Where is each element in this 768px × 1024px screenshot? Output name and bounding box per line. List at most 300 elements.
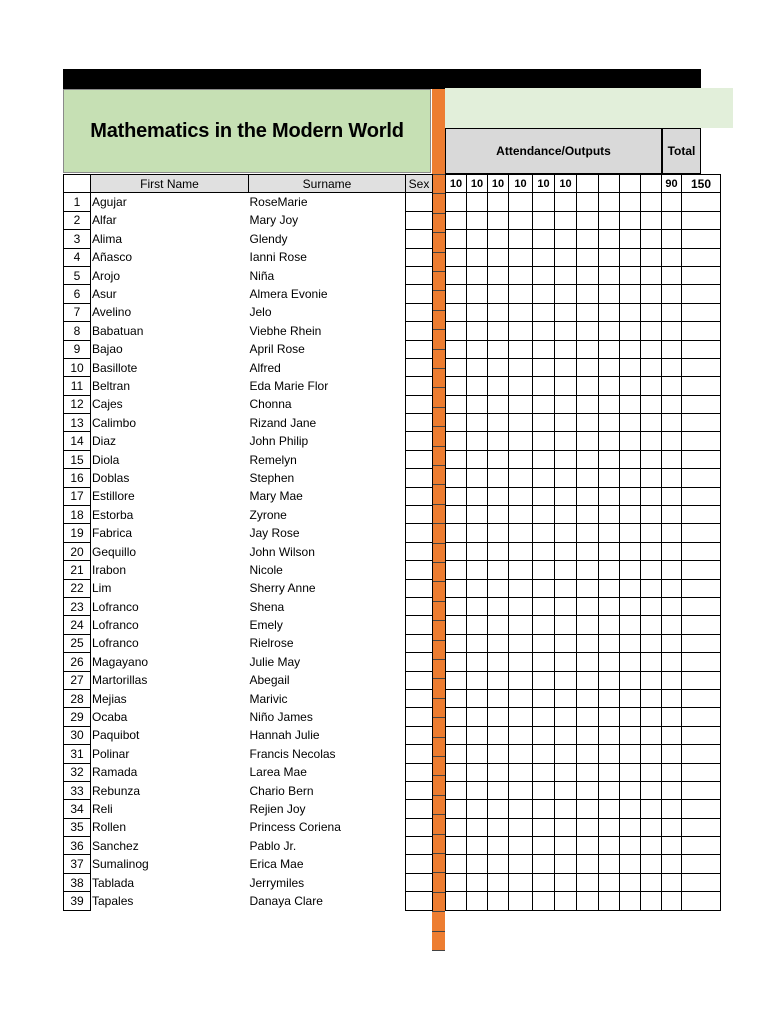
score-cell[interactable] xyxy=(662,542,682,560)
first-name-cell[interactable]: Martorillas xyxy=(91,671,249,689)
score-cell[interactable] xyxy=(620,395,641,413)
score-cell[interactable] xyxy=(641,524,662,542)
sex-cell[interactable] xyxy=(406,726,433,744)
score-cell[interactable] xyxy=(662,579,682,597)
score-cell[interactable] xyxy=(577,506,599,524)
score-cell[interactable] xyxy=(446,248,467,266)
score-cell[interactable] xyxy=(533,763,555,781)
score-cell[interactable] xyxy=(641,653,662,671)
row-number[interactable]: 31 xyxy=(64,745,91,763)
score-cell[interactable] xyxy=(446,193,467,211)
surname-cell[interactable]: Pablo Jr. xyxy=(249,837,406,855)
total-cell[interactable] xyxy=(682,689,721,707)
score-cell[interactable] xyxy=(509,506,533,524)
first-name-cell[interactable]: Reli xyxy=(91,800,249,818)
score-cell[interactable] xyxy=(467,671,488,689)
score-cell[interactable] xyxy=(555,689,577,707)
score-cell[interactable] xyxy=(641,469,662,487)
total-cell[interactable] xyxy=(682,597,721,615)
score-cell[interactable] xyxy=(662,377,682,395)
surname-cell[interactable]: Viebhe Rhein xyxy=(249,322,406,340)
score-header-cell[interactable] xyxy=(599,175,620,193)
score-cell[interactable] xyxy=(641,855,662,873)
score-cell[interactable] xyxy=(509,634,533,652)
score-cell[interactable] xyxy=(620,561,641,579)
first-name-cell[interactable]: Lofranco xyxy=(91,634,249,652)
score-cell[interactable] xyxy=(446,763,467,781)
score-cell[interactable] xyxy=(488,414,509,432)
score-cell[interactable] xyxy=(467,745,488,763)
score-cell[interactable] xyxy=(555,653,577,671)
score-cell[interactable] xyxy=(599,763,620,781)
row-number[interactable]: 8 xyxy=(64,322,91,340)
row-number[interactable]: 16 xyxy=(64,469,91,487)
score-cell[interactable] xyxy=(446,616,467,634)
score-cell[interactable] xyxy=(599,469,620,487)
total-cell[interactable] xyxy=(682,745,721,763)
surname-cell[interactable]: Jerrymiles xyxy=(249,873,406,891)
score-cell[interactable] xyxy=(599,745,620,763)
score-cell[interactable] xyxy=(662,230,682,248)
score-cell[interactable] xyxy=(467,487,488,505)
score-cell[interactable] xyxy=(467,837,488,855)
score-cell[interactable] xyxy=(620,873,641,891)
score-cell[interactable] xyxy=(641,800,662,818)
score-cell[interactable] xyxy=(467,322,488,340)
score-cell[interactable] xyxy=(662,892,682,910)
total-cell[interactable] xyxy=(682,855,721,873)
score-cell[interactable] xyxy=(599,211,620,229)
score-cell[interactable] xyxy=(533,726,555,744)
score-cell[interactable] xyxy=(509,487,533,505)
total-cell[interactable] xyxy=(682,616,721,634)
score-cell[interactable] xyxy=(488,726,509,744)
score-cell[interactable] xyxy=(509,800,533,818)
score-cell[interactable] xyxy=(555,818,577,836)
row-number[interactable]: 15 xyxy=(64,450,91,468)
score-cell[interactable] xyxy=(641,450,662,468)
row-number[interactable]: 9 xyxy=(64,340,91,358)
score-cell[interactable] xyxy=(467,211,488,229)
total-cell[interactable] xyxy=(682,561,721,579)
score-cell[interactable] xyxy=(488,781,509,799)
surname-cell[interactable]: RoseMarie xyxy=(249,193,406,211)
score-cell[interactable] xyxy=(555,524,577,542)
score-cell[interactable] xyxy=(467,542,488,560)
sex-cell[interactable] xyxy=(406,689,433,707)
score-cell[interactable] xyxy=(577,800,599,818)
score-cell[interactable] xyxy=(533,506,555,524)
score-cell[interactable] xyxy=(641,395,662,413)
surname-cell[interactable]: Nicole xyxy=(249,561,406,579)
first-name-cell[interactable]: Doblas xyxy=(91,469,249,487)
score-cell[interactable] xyxy=(533,414,555,432)
score-cell[interactable] xyxy=(641,818,662,836)
score-cell[interactable] xyxy=(620,689,641,707)
total-cell[interactable] xyxy=(682,542,721,560)
score-cell[interactable] xyxy=(467,726,488,744)
score-cell[interactable] xyxy=(599,873,620,891)
sex-cell[interactable] xyxy=(406,487,433,505)
score-cell[interactable] xyxy=(533,616,555,634)
score-cell[interactable] xyxy=(599,358,620,376)
score-cell[interactable] xyxy=(577,303,599,321)
score-cell[interactable] xyxy=(467,432,488,450)
score-cell[interactable] xyxy=(446,634,467,652)
score-cell[interactable] xyxy=(577,763,599,781)
score-cell[interactable] xyxy=(641,303,662,321)
sex-cell[interactable] xyxy=(406,873,433,891)
total-cell[interactable] xyxy=(682,892,721,910)
sex-cell[interactable] xyxy=(406,579,433,597)
score-cell[interactable] xyxy=(577,873,599,891)
score-cell[interactable] xyxy=(599,487,620,505)
score-cell[interactable] xyxy=(509,763,533,781)
score-cell[interactable] xyxy=(467,634,488,652)
score-cell[interactable] xyxy=(641,211,662,229)
score-cell[interactable] xyxy=(662,285,682,303)
score-cell[interactable] xyxy=(509,745,533,763)
score-cell[interactable] xyxy=(577,322,599,340)
score-cell[interactable] xyxy=(599,800,620,818)
surname-cell[interactable]: Rizand Jane xyxy=(249,414,406,432)
first-name-cell[interactable]: Gequillo xyxy=(91,542,249,560)
score-cell[interactable] xyxy=(488,266,509,284)
score-cell[interactable] xyxy=(509,561,533,579)
total-cell[interactable] xyxy=(682,708,721,726)
row-number[interactable]: 33 xyxy=(64,781,91,799)
surname-cell[interactable]: Mary Mae xyxy=(249,487,406,505)
score-cell[interactable] xyxy=(662,763,682,781)
sex-cell[interactable] xyxy=(406,800,433,818)
score-cell[interactable] xyxy=(641,892,662,910)
score-cell[interactable] xyxy=(577,579,599,597)
row-number[interactable]: 36 xyxy=(64,837,91,855)
first-name-cell[interactable]: Calimbo xyxy=(91,414,249,432)
score-header-cell[interactable] xyxy=(641,175,662,193)
surname-cell[interactable]: Mary Joy xyxy=(249,211,406,229)
score-cell[interactable] xyxy=(577,266,599,284)
score-cell[interactable] xyxy=(620,303,641,321)
score-cell[interactable] xyxy=(620,248,641,266)
score-cell[interactable] xyxy=(446,358,467,376)
score-cell[interactable] xyxy=(641,322,662,340)
score-cell[interactable] xyxy=(599,266,620,284)
row-number[interactable]: 37 xyxy=(64,855,91,873)
score-cell[interactable] xyxy=(509,230,533,248)
score-cell[interactable] xyxy=(533,303,555,321)
score-cell[interactable] xyxy=(467,800,488,818)
surname-cell[interactable]: John Philip xyxy=(249,432,406,450)
total-cell[interactable] xyxy=(682,469,721,487)
score-cell[interactable] xyxy=(577,781,599,799)
score-cell[interactable] xyxy=(488,487,509,505)
score-cell[interactable] xyxy=(577,726,599,744)
score-cell[interactable] xyxy=(555,745,577,763)
score-cell[interactable] xyxy=(446,561,467,579)
score-cell[interactable] xyxy=(488,230,509,248)
score-cell[interactable] xyxy=(509,837,533,855)
score-header-cell[interactable]: 10 xyxy=(509,175,533,193)
score-cell[interactable] xyxy=(555,322,577,340)
surname-cell[interactable]: Chonna xyxy=(249,395,406,413)
surname-cell[interactable]: Julie May xyxy=(249,653,406,671)
score-cell[interactable] xyxy=(641,745,662,763)
score-cell[interactable] xyxy=(467,689,488,707)
score-cell[interactable] xyxy=(509,524,533,542)
score-cell[interactable] xyxy=(577,671,599,689)
score-cell[interactable] xyxy=(599,708,620,726)
score-cell[interactable] xyxy=(488,561,509,579)
row-number[interactable]: 39 xyxy=(64,892,91,910)
row-number[interactable]: 25 xyxy=(64,634,91,652)
score-header-cell[interactable]: 10 xyxy=(446,175,467,193)
score-cell[interactable] xyxy=(533,487,555,505)
row-number[interactable]: 3 xyxy=(64,230,91,248)
score-cell[interactable] xyxy=(577,561,599,579)
score-cell[interactable] xyxy=(467,340,488,358)
score-cell[interactable] xyxy=(662,873,682,891)
score-cell[interactable] xyxy=(533,285,555,303)
score-header-cell[interactable]: 10 xyxy=(555,175,577,193)
score-cell[interactable] xyxy=(488,469,509,487)
score-cell[interactable] xyxy=(641,873,662,891)
first-name-cell[interactable]: Bajao xyxy=(91,340,249,358)
score-cell[interactable] xyxy=(488,800,509,818)
score-cell[interactable] xyxy=(446,892,467,910)
score-cell[interactable] xyxy=(620,524,641,542)
row-number[interactable]: 12 xyxy=(64,395,91,413)
first-name-cell[interactable]: Agujar xyxy=(91,193,249,211)
score-cell[interactable] xyxy=(533,340,555,358)
sex-cell[interactable] xyxy=(406,616,433,634)
score-cell[interactable] xyxy=(446,506,467,524)
row-number[interactable]: 22 xyxy=(64,579,91,597)
row-number[interactable]: 27 xyxy=(64,671,91,689)
surname-cell[interactable]: Stephen xyxy=(249,469,406,487)
score-cell[interactable] xyxy=(533,800,555,818)
score-cell[interactable] xyxy=(662,726,682,744)
score-cell[interactable] xyxy=(467,395,488,413)
score-cell[interactable] xyxy=(662,671,682,689)
total-cell[interactable] xyxy=(682,211,721,229)
surname-cell[interactable]: Abegail xyxy=(249,671,406,689)
score-cell[interactable] xyxy=(599,837,620,855)
score-cell[interactable] xyxy=(577,892,599,910)
score-cell[interactable] xyxy=(620,322,641,340)
score-cell[interactable] xyxy=(555,708,577,726)
sex-cell[interactable] xyxy=(406,855,433,873)
total-cell[interactable] xyxy=(682,450,721,468)
surname-cell[interactable]: Hannah Julie xyxy=(249,726,406,744)
score-cell[interactable] xyxy=(599,634,620,652)
score-cell[interactable] xyxy=(488,671,509,689)
score-cell[interactable] xyxy=(509,469,533,487)
score-cell[interactable] xyxy=(620,855,641,873)
score-cell[interactable] xyxy=(620,377,641,395)
score-cell[interactable] xyxy=(662,800,682,818)
score-cell[interactable] xyxy=(599,285,620,303)
score-cell[interactable] xyxy=(488,506,509,524)
blank-green-header-cell[interactable] xyxy=(445,88,733,128)
score-cell[interactable] xyxy=(641,230,662,248)
score-cell[interactable] xyxy=(599,377,620,395)
sex-cell[interactable] xyxy=(406,469,433,487)
row-number[interactable]: 29 xyxy=(64,708,91,726)
surname-cell[interactable]: Almera Evonie xyxy=(249,285,406,303)
score-cell[interactable] xyxy=(620,837,641,855)
score-cell[interactable] xyxy=(509,211,533,229)
total-cell[interactable] xyxy=(682,579,721,597)
score-cell[interactable] xyxy=(488,837,509,855)
row-number[interactable]: 17 xyxy=(64,487,91,505)
score-cell[interactable] xyxy=(533,211,555,229)
score-cell[interactable] xyxy=(662,616,682,634)
score-cell[interactable] xyxy=(662,487,682,505)
first-name-cell[interactable]: Cajes xyxy=(91,395,249,413)
score-cell[interactable] xyxy=(467,708,488,726)
score-cell[interactable] xyxy=(599,340,620,358)
score-cell[interactable] xyxy=(467,469,488,487)
score-cell[interactable] xyxy=(467,781,488,799)
score-cell[interactable] xyxy=(446,781,467,799)
total-cell[interactable] xyxy=(682,671,721,689)
score-cell[interactable] xyxy=(641,671,662,689)
score-cell[interactable] xyxy=(641,193,662,211)
sex-cell[interactable] xyxy=(406,671,433,689)
score-cell[interactable] xyxy=(620,800,641,818)
score-cell[interactable] xyxy=(641,487,662,505)
score-cell[interactable] xyxy=(446,689,467,707)
score-cell[interactable] xyxy=(599,506,620,524)
score-cell[interactable] xyxy=(533,745,555,763)
first-name-cell[interactable]: Fabrica xyxy=(91,524,249,542)
score-cell[interactable] xyxy=(446,450,467,468)
score-cell[interactable] xyxy=(555,266,577,284)
surname-cell[interactable]: Erica Mae xyxy=(249,855,406,873)
surname-cell[interactable]: Zyrone xyxy=(249,506,406,524)
score-cell[interactable] xyxy=(620,358,641,376)
score-header-cell[interactable]: 10 xyxy=(467,175,488,193)
first-name-cell[interactable]: Paquibot xyxy=(91,726,249,744)
row-number[interactable]: 23 xyxy=(64,597,91,615)
score-cell[interactable] xyxy=(467,653,488,671)
first-name-cell[interactable]: Rollen xyxy=(91,818,249,836)
score-cell[interactable] xyxy=(662,837,682,855)
sex-cell[interactable] xyxy=(406,377,433,395)
score-cell[interactable] xyxy=(555,506,577,524)
score-cell[interactable] xyxy=(509,653,533,671)
score-cell[interactable] xyxy=(509,193,533,211)
first-name-cell[interactable]: Ocaba xyxy=(91,708,249,726)
total-cell[interactable] xyxy=(682,634,721,652)
score-cell[interactable] xyxy=(488,542,509,560)
surname-cell[interactable]: Danaya Clare xyxy=(249,892,406,910)
score-cell[interactable] xyxy=(662,266,682,284)
score-cell[interactable] xyxy=(488,634,509,652)
score-cell[interactable] xyxy=(509,689,533,707)
score-cell[interactable] xyxy=(533,818,555,836)
sex-cell[interactable] xyxy=(406,597,433,615)
score-cell[interactable] xyxy=(599,561,620,579)
row-number[interactable]: 28 xyxy=(64,689,91,707)
first-name-cell[interactable]: Estillore xyxy=(91,487,249,505)
score-cell[interactable] xyxy=(446,395,467,413)
score-cell[interactable] xyxy=(555,211,577,229)
score-cell[interactable] xyxy=(509,322,533,340)
score-cell[interactable] xyxy=(446,414,467,432)
score-cell[interactable] xyxy=(662,340,682,358)
score-cell[interactable] xyxy=(509,597,533,615)
score-cell[interactable] xyxy=(509,340,533,358)
row-number[interactable]: 11 xyxy=(64,377,91,395)
score-cell[interactable] xyxy=(599,781,620,799)
sex-cell[interactable] xyxy=(406,763,433,781)
score-cell[interactable] xyxy=(641,414,662,432)
score-cell[interactable] xyxy=(488,285,509,303)
score-cell[interactable] xyxy=(533,248,555,266)
score-cell[interactable] xyxy=(662,634,682,652)
score-cell[interactable] xyxy=(533,873,555,891)
score-cell[interactable] xyxy=(641,542,662,560)
score-cell[interactable] xyxy=(577,450,599,468)
score-cell[interactable] xyxy=(488,303,509,321)
score-cell[interactable] xyxy=(533,266,555,284)
score-cell[interactable] xyxy=(533,432,555,450)
score-cell[interactable] xyxy=(488,248,509,266)
score-cell[interactable] xyxy=(509,395,533,413)
first-name-cell[interactable]: Irabon xyxy=(91,561,249,579)
score-cell[interactable] xyxy=(533,579,555,597)
score-cell[interactable] xyxy=(641,781,662,799)
surname-cell[interactable]: Emely xyxy=(249,616,406,634)
score-cell[interactable] xyxy=(599,432,620,450)
score-cell[interactable] xyxy=(467,855,488,873)
score-cell[interactable] xyxy=(577,708,599,726)
first-name-cell[interactable]: Arojo xyxy=(91,266,249,284)
score-cell[interactable] xyxy=(509,818,533,836)
surname-cell[interactable]: Jay Rose xyxy=(249,524,406,542)
score-cell[interactable] xyxy=(467,892,488,910)
score-cell[interactable] xyxy=(488,708,509,726)
sex-cell[interactable] xyxy=(406,340,433,358)
score-cell[interactable] xyxy=(620,781,641,799)
score-cell[interactable] xyxy=(641,616,662,634)
score-cell[interactable] xyxy=(467,285,488,303)
score-cell[interactable] xyxy=(577,653,599,671)
total-cell[interactable] xyxy=(682,414,721,432)
row-number[interactable]: 14 xyxy=(64,432,91,450)
score-cell[interactable] xyxy=(641,561,662,579)
score-cell[interactable] xyxy=(533,653,555,671)
first-name-cell[interactable]: Alfar xyxy=(91,211,249,229)
score-cell[interactable] xyxy=(446,487,467,505)
score-cell[interactable] xyxy=(446,432,467,450)
score-header-cell[interactable]: 10 xyxy=(533,175,555,193)
surname-cell[interactable]: Princess Coriena xyxy=(249,818,406,836)
sex-cell[interactable] xyxy=(406,395,433,413)
sex-cell[interactable] xyxy=(406,892,433,910)
score-cell[interactable] xyxy=(620,745,641,763)
total-cell[interactable] xyxy=(682,340,721,358)
score-cell[interactable] xyxy=(555,634,577,652)
score-cell[interactable] xyxy=(577,248,599,266)
score-cell[interactable] xyxy=(599,579,620,597)
score-cell[interactable] xyxy=(488,193,509,211)
score-cell[interactable] xyxy=(555,450,577,468)
score-cell[interactable] xyxy=(446,230,467,248)
score-cell[interactable] xyxy=(446,818,467,836)
